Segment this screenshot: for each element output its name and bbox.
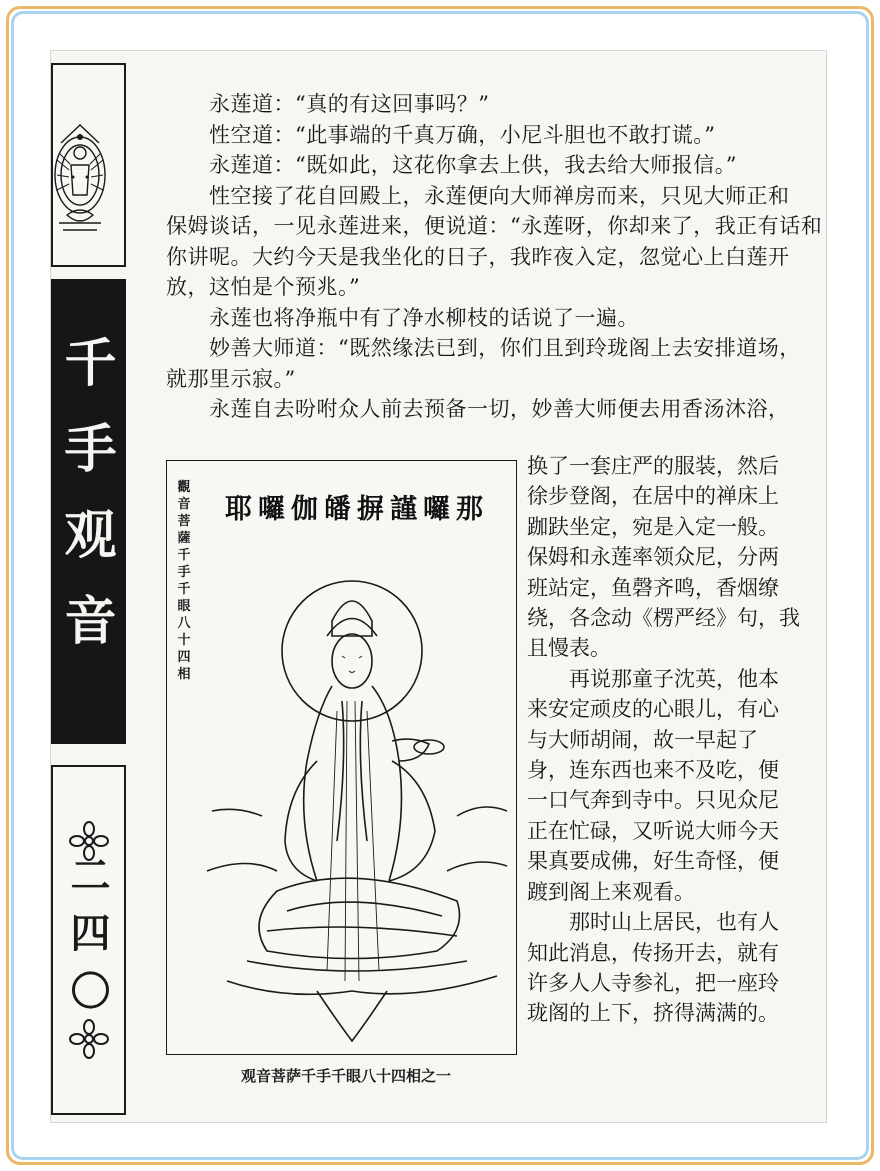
- text-line: 绕，各念动《楞严经》句，我: [527, 606, 800, 631]
- body-text-right-column: [527, 451, 800, 1029]
- title-char: 观: [64, 505, 117, 566]
- text-line: 珑阁的上下，挤得满满的。: [527, 1001, 779, 1026]
- text-line: 正在忙碌，又听说大师今天: [527, 818, 779, 843]
- text-line: 知此消息，传扬开去，就有: [527, 940, 779, 965]
- text-line: 妙善大师道：“既然缘法已到，你们且到玲珑阁上去安排道场，: [166, 336, 801, 360]
- inscription-char: 手: [177, 565, 191, 580]
- text-line: 许多人人寺参礼，把一座玲: [527, 970, 779, 995]
- guanyin-emblem-box: [51, 63, 126, 267]
- text-line: 徐步登阁，在居中的禅床上: [527, 484, 779, 509]
- flower-ornament-icon: [69, 1019, 109, 1059]
- text-line: 永莲自去吩咐众人前去预备一切，妙善大师便去用香汤沐浴，: [166, 397, 790, 421]
- text-line: 跏趺坐定，宛是入定一般。: [527, 514, 779, 539]
- inscription-char: 音: [177, 497, 191, 512]
- text-line: 保姆谈话，一见永莲进来，便说道：“永莲呀，你却来了，我正有话和: [166, 214, 823, 238]
- body-text-full-width: [166, 89, 822, 425]
- page-number-char: 四: [70, 910, 111, 957]
- text-line: 班站定，鱼磬齐鸣，香烟缭: [527, 575, 779, 600]
- title-char: 手: [64, 419, 117, 480]
- inscription-char: 四: [177, 650, 191, 665]
- inscription-char: 十: [177, 633, 191, 648]
- text-line: 保姆和永莲率领众尼，分两: [527, 545, 779, 570]
- text-line: 放，这怕是个预兆。”: [166, 275, 361, 299]
- text-line: 再说那童子沈英，他本: [527, 666, 779, 691]
- text-line: 踱到阁上来观看。: [527, 879, 695, 904]
- text-line: 与大师胡闹，故一早起了: [527, 727, 758, 752]
- book-title: [53, 321, 128, 665]
- text-line: 你讲呢。大约今天是我坐化的日子，我昨夜入定，忽觉心上白莲开: [166, 244, 790, 269]
- book-page: [50, 50, 827, 1123]
- text-line: 永莲也将净瓶中有了净水柳枝的话说了一遍。: [166, 305, 639, 330]
- inscription-char: 菩: [177, 514, 191, 529]
- text-line: 来安定顽皮的心眼儿，有心: [527, 697, 779, 722]
- text-line: 身，连东西也来不及吃，便: [527, 758, 779, 783]
- text-line: 永莲道：“真的有这回事吗？”: [166, 92, 490, 116]
- inscription-char: 觀: [177, 480, 191, 495]
- page-number: [53, 847, 128, 1021]
- book-title-box: [51, 279, 126, 744]
- title-char: 音: [64, 591, 117, 652]
- text-line: 一口气奔到寺中。只见众尼: [527, 788, 779, 813]
- illustration-caption: 观音菩萨千手千眼八十四相之一: [240, 1068, 451, 1085]
- text-line: 性空道：“此事端的千真万确，小尼斗胆也不敢打谎。”: [166, 122, 716, 147]
- text-line: 换了一套庄严的服装，然后: [527, 454, 779, 478]
- text-line: 那时山上居民，也有人: [527, 910, 779, 935]
- inscription-char: 千: [177, 582, 191, 597]
- inscription-char: 薩: [177, 531, 191, 546]
- inscription-char: 相: [177, 667, 191, 682]
- thousand-arm-guanyin-icon: [53, 65, 128, 265]
- inscription-char: 八: [177, 616, 191, 631]
- text-line: 且慢表。: [527, 636, 611, 661]
- title-char: 千: [64, 333, 117, 394]
- guanyin-illustration: [166, 460, 517, 1055]
- text-line: 就那里示寂。”: [166, 366, 296, 391]
- page-number-char: 二: [70, 852, 111, 899]
- text-line: 性空接了花自回殿上，永莲便向大师禅房而来，只见大师正和: [166, 183, 790, 208]
- text-line: 果真要成佛，好生奇怪，便: [527, 849, 779, 874]
- seated-guanyin-figure-icon: [167, 461, 515, 1053]
- page-margin-column: [51, 51, 129, 1124]
- text-line: 永莲道：“既如此，这花你拿去上供，我去给大师报信。”: [166, 153, 737, 177]
- page-number-char: 〇: [70, 968, 111, 1015]
- page-number-box: [51, 765, 126, 1115]
- illustration-mantra: 耶囉伽皤摒謹囉那: [225, 494, 489, 525]
- inscription-char: 千: [177, 548, 191, 563]
- inscription-char: 眼: [177, 599, 191, 614]
